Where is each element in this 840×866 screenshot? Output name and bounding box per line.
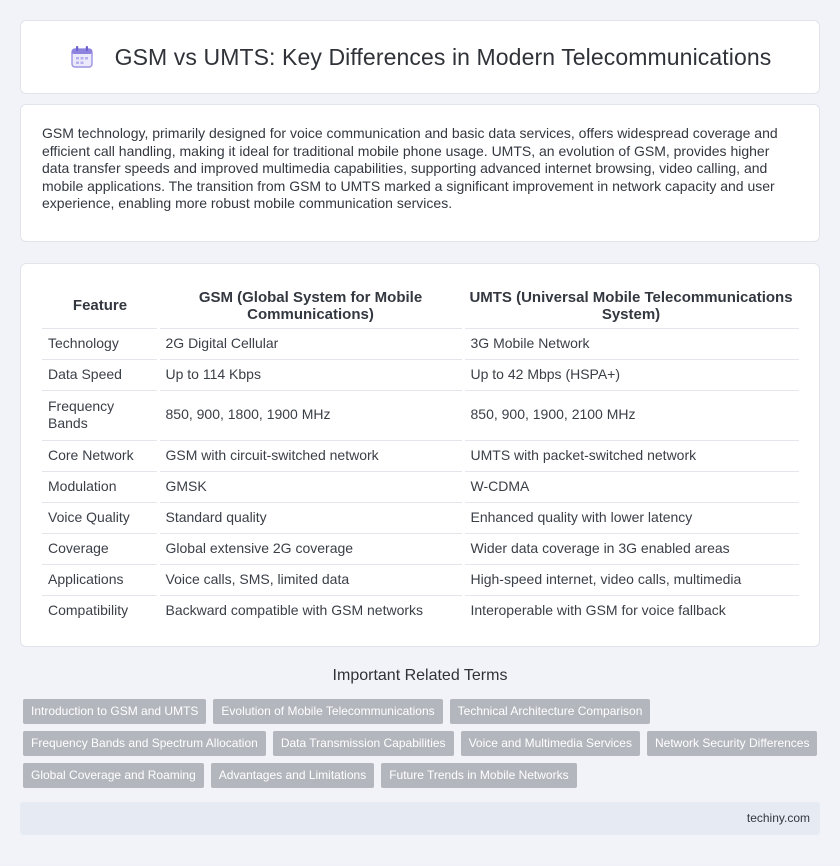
column-header-umts: UMTS (Universal Mobile Telecommunications System) xyxy=(463,284,799,328)
calendar-icon xyxy=(69,44,95,70)
table-cell: Frequency Bands xyxy=(42,390,158,440)
table-cell: Modulation xyxy=(42,471,158,502)
table-row xyxy=(42,471,799,502)
table-cell: Up to 114 Kbps xyxy=(158,359,463,390)
intro-paragraph: GSM technology, primarily designed for voice communication and basic data services, offers widespread coverage and efficient call handling, making it ideal for traditional mobile phone usage. UMTS, an evolution of GSM, provides higher data transfer speeds and improved multimedia capabilities, supporting advanced internet browsing, video calling, and mobile applications. The transition from GSM to UMTS marked a significant improvement in network capacity and user experience, enabling more robust mobile communication services. xyxy=(42,125,778,212)
related-term-tag[interactable]: Frequency Bands and Spectrum Allocation xyxy=(23,731,266,756)
related-term-tag[interactable]: Data Transmission Capabilities xyxy=(273,731,454,756)
table-cell: High-speed internet, video calls, multimedia xyxy=(463,564,799,595)
table-cell: Backward compatible with GSM networks xyxy=(158,595,463,626)
table-row xyxy=(42,595,799,626)
table-row xyxy=(42,359,799,390)
table-cell: Voice calls, SMS, limited data xyxy=(158,564,463,595)
table-row xyxy=(42,440,799,471)
table-cell: Voice Quality xyxy=(42,502,158,533)
table-cell: Technology xyxy=(42,328,158,359)
table-row xyxy=(42,533,799,564)
column-header-feature: Feature xyxy=(42,284,158,328)
column-header-gsm: GSM (Global System for Mobile Communications) xyxy=(158,284,463,328)
site-credit[interactable]: techiny.com xyxy=(746,811,810,825)
table-cell: GSM with circuit-switched network xyxy=(158,440,463,471)
table-cell: Applications xyxy=(42,564,158,595)
table-cell: W-CDMA xyxy=(463,471,799,502)
table-cell: 850, 900, 1800, 1900 MHz xyxy=(158,390,463,440)
intro-card xyxy=(20,104,820,242)
footer-bar xyxy=(20,802,820,835)
table-row xyxy=(42,502,799,533)
tag-row xyxy=(23,731,823,756)
related-term-tag[interactable]: Advantages and Limitations xyxy=(211,763,374,788)
table-row xyxy=(42,564,799,595)
related-term-tag[interactable]: Future Trends in Mobile Networks xyxy=(381,763,576,788)
tag-row xyxy=(23,763,823,788)
related-terms-list xyxy=(23,699,823,795)
related-term-tag[interactable]: Evolution of Mobile Telecommunications xyxy=(213,699,442,724)
comparison-table xyxy=(42,284,799,626)
table-cell: 850, 900, 1900, 2100 MHz xyxy=(463,390,799,440)
table-cell: UMTS with packet-switched network xyxy=(463,440,799,471)
title-card xyxy=(20,20,820,94)
related-term-tag[interactable]: Global Coverage and Roaming xyxy=(23,763,204,788)
table-cell: Up to 42 Mbps (HSPA+) xyxy=(463,359,799,390)
related-term-tag[interactable]: Technical Architecture Comparison xyxy=(450,699,651,724)
related-terms-heading: Important Related Terms xyxy=(332,667,508,684)
table-cell: 2G Digital Cellular xyxy=(158,328,463,359)
related-term-tag[interactable]: Network Security Differences xyxy=(647,731,818,756)
table-cell: 3G Mobile Network xyxy=(463,328,799,359)
comparison-card xyxy=(20,263,820,647)
related-term-tag[interactable]: Introduction to GSM and UMTS xyxy=(23,699,206,724)
table-row xyxy=(42,390,799,440)
table-cell: Standard quality xyxy=(158,502,463,533)
related-term-tag[interactable]: Voice and Multimedia Services xyxy=(461,731,640,756)
table-header-row xyxy=(42,284,799,328)
table-cell: Global extensive 2G coverage xyxy=(158,533,463,564)
tag-row xyxy=(23,699,823,724)
table-cell: Data Speed xyxy=(42,359,158,390)
table-cell: Interoperable with GSM for voice fallback xyxy=(463,595,799,626)
table-cell: GMSK xyxy=(158,471,463,502)
page-title: GSM vs UMTS: Key Differences in Modern Telecommunications xyxy=(114,43,772,70)
table-cell: Enhanced quality with lower latency xyxy=(463,502,799,533)
table-cell: Core Network xyxy=(42,440,158,471)
table-row xyxy=(42,328,799,359)
table-cell: Compatibility xyxy=(42,595,158,626)
table-cell: Wider data coverage in 3G enabled areas xyxy=(463,533,799,564)
table-cell: Coverage xyxy=(42,533,158,564)
